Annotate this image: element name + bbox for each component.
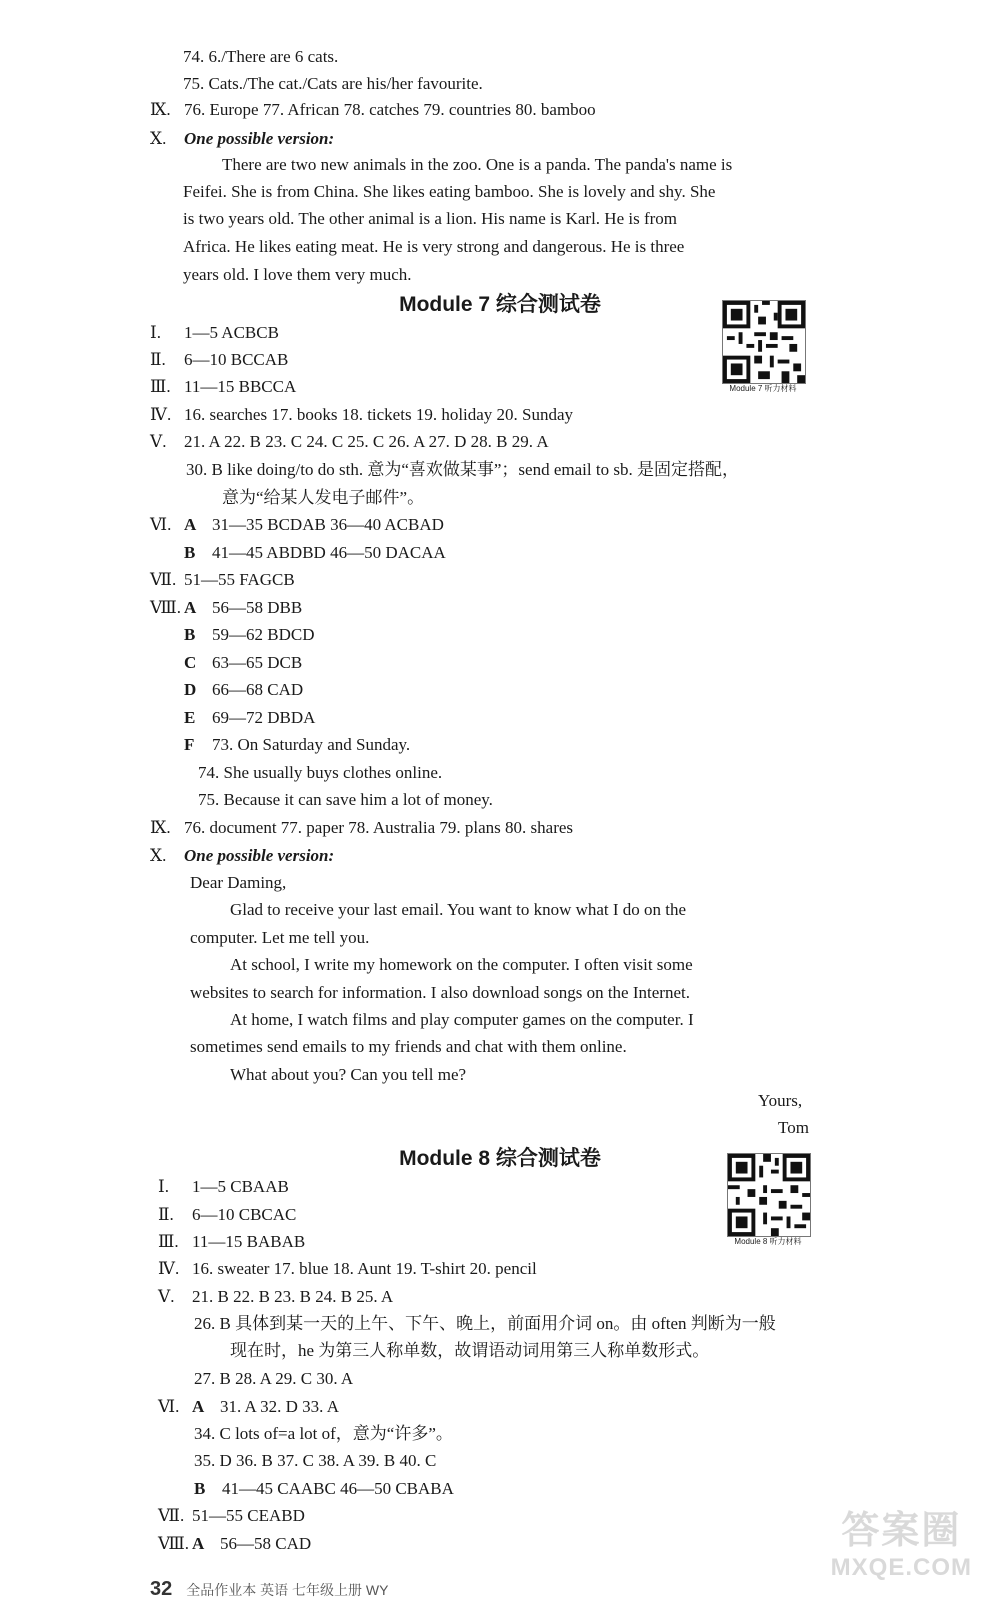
answer-line: 74. She usually buys clothes online. (198, 763, 443, 782)
explanation-line: 意为“给某人发电子邮件”。 (222, 488, 425, 507)
watermark-url: MXQE.COM (830, 1554, 972, 1581)
watermark (831, 1499, 972, 1582)
section-viii-e: E 69—72 DBDA (184, 708, 316, 727)
essay-line: years old. I love them very much. (183, 265, 412, 284)
explanation-line: 34. C lots of=a lot of，意为“许多”。 (194, 1424, 453, 1443)
section-viii-f: F 73. On Saturday and Sunday. (184, 735, 411, 754)
letter-line: At home, I watch films and play computer games on the computer. I (230, 1010, 694, 1029)
explanation-line: 26. B 具体到某一天的上午、下午、晚上，前面用介词 on。由 often 判断为一般 (194, 1314, 776, 1333)
page-number: 32 (150, 1578, 173, 1600)
letter-line: websites to search for information. I also download songs on the Internet. (190, 983, 690, 1002)
qr-code-icon (723, 301, 805, 383)
letter-line: sometimes send emails to my friends and chat with them online. (190, 1037, 627, 1056)
section-v: Ⅴ. 21. A 22. B 23. C 24. C 25. C 26. A 27. D 28. B 29. A (150, 432, 549, 451)
essay-line: is two years old. The other animal is a lion. His name is Karl. He is from (183, 209, 678, 228)
section-vi-b: B 41—45 ABDBD 46—50 DACAA (184, 543, 446, 562)
section-i: Ⅰ. 1—5 ACBCB (150, 323, 279, 342)
letter-line: What about you? Can you tell me? (230, 1065, 467, 1084)
letter-salutation: Dear Daming, (190, 873, 287, 892)
section-iii: Ⅲ. 11—15 BABAB (158, 1232, 306, 1251)
qr-caption: Module 8 听力材料 (734, 1237, 802, 1246)
section-ix: Ⅸ. 76. Europe 77. African 78. catches 79. countries 80. bamboo (150, 100, 596, 119)
section-v: Ⅴ. 21. B 22. B 23. B 24. B 25. A (158, 1287, 394, 1306)
essay-line: Africa. He likes eating meat. He is very strong and dangerous. He is three (183, 237, 685, 256)
letter-line: Glad to receive your last email. You want to know what I do on the (230, 900, 687, 919)
answer-line: 35. D 36. B 37. C 38. A 39. B 40. C (194, 1451, 437, 1470)
letter-closing: Yours, (758, 1091, 803, 1110)
section-iv: Ⅳ. 16. sweater 17. blue 18. Aunt 19. T-shirt 20. pencil (158, 1259, 537, 1278)
module-7-title: Module 7 综合测试卷 (399, 293, 601, 316)
section-viii-b: B 59—62 BDCD (184, 625, 315, 644)
answer-line: 27. B 28. A 29. C 30. A (194, 1369, 354, 1388)
section-i: Ⅰ. 1—5 CBAAB (158, 1177, 289, 1196)
section-viii-c: C 63—65 DCB (184, 653, 303, 672)
section-iv: Ⅳ. 16. searches 17. books 18. tickets 19. holiday 20. Sunday (150, 405, 574, 424)
section-ii: Ⅱ. 6—10 BCCAB (150, 350, 289, 369)
module-8-title: Module 8 综合测试卷 (399, 1147, 601, 1170)
explanation-line: 30. B like doing/to do sth. 意为“喜欢做某事”；send email to sb. 是固定搭配， (186, 460, 739, 479)
section-viii-a: Ⅷ. A 56—58 CAD (158, 1534, 312, 1553)
section-x: Ⅹ. One possible version: (150, 129, 335, 148)
section-x: Ⅹ. One possible version: (150, 846, 335, 865)
watermark-text: 答案圈 (841, 1510, 962, 1552)
answer-line: 74. 6./There are 6 cats. (183, 47, 339, 66)
section-vii: Ⅶ. 51—55 CEABD (158, 1506, 305, 1525)
section-vi-a: Ⅵ. A 31. A 32. D 33. A (158, 1397, 340, 1416)
explanation-line: 现在时，he 为第三人称单数，故谓语动词用第三人称单数形式。 (230, 1341, 710, 1360)
book-title: 全品作业本 英语 七年级上册 WY (186, 1582, 389, 1598)
section-vi-b: B 41—45 CAABC 46—50 CBABA (194, 1479, 454, 1498)
essay-line: Feifei. She is from China. She likes eating bamboo. She is lovely and shy. She (183, 182, 716, 201)
answer-line: 75. Because it can save him a lot of money. (198, 790, 493, 809)
section-iii: Ⅲ. 11—15 BBCCA (150, 377, 297, 396)
section-vii: Ⅶ. 51—55 FAGCB (150, 570, 295, 589)
letter-line: At school, I write my homework on the computer. I often visit some (230, 955, 693, 974)
letter-line: computer. Let me tell you. (190, 928, 370, 947)
section-viii-a: Ⅷ. A 56—58 DBB (150, 598, 303, 617)
section-ii: Ⅱ. 6—10 CBCAC (158, 1205, 297, 1224)
section-viii-d: D 66—68 CAD (184, 680, 304, 699)
section-vi-a: Ⅵ. A 31—35 BCDAB 36—40 ACBAD (150, 515, 444, 534)
answer-line: 75. Cats./The cat./Cats are his/her favourite. (183, 74, 483, 93)
qr-code-icon (728, 1154, 810, 1236)
qr-code-module-8[interactable] (727, 1153, 811, 1237)
qr-code-module-7[interactable] (722, 300, 806, 384)
letter-signature: Tom (778, 1118, 809, 1137)
essay-line: There are two new animals in the zoo. One is a panda. The panda's name is (222, 155, 733, 174)
qr-caption: Module 7 听力材料 (729, 384, 797, 393)
section-ix: Ⅸ. 76. document 77. paper 78. Australia 79. plans 80. shares (150, 818, 574, 837)
page-footer (150, 1578, 388, 1601)
